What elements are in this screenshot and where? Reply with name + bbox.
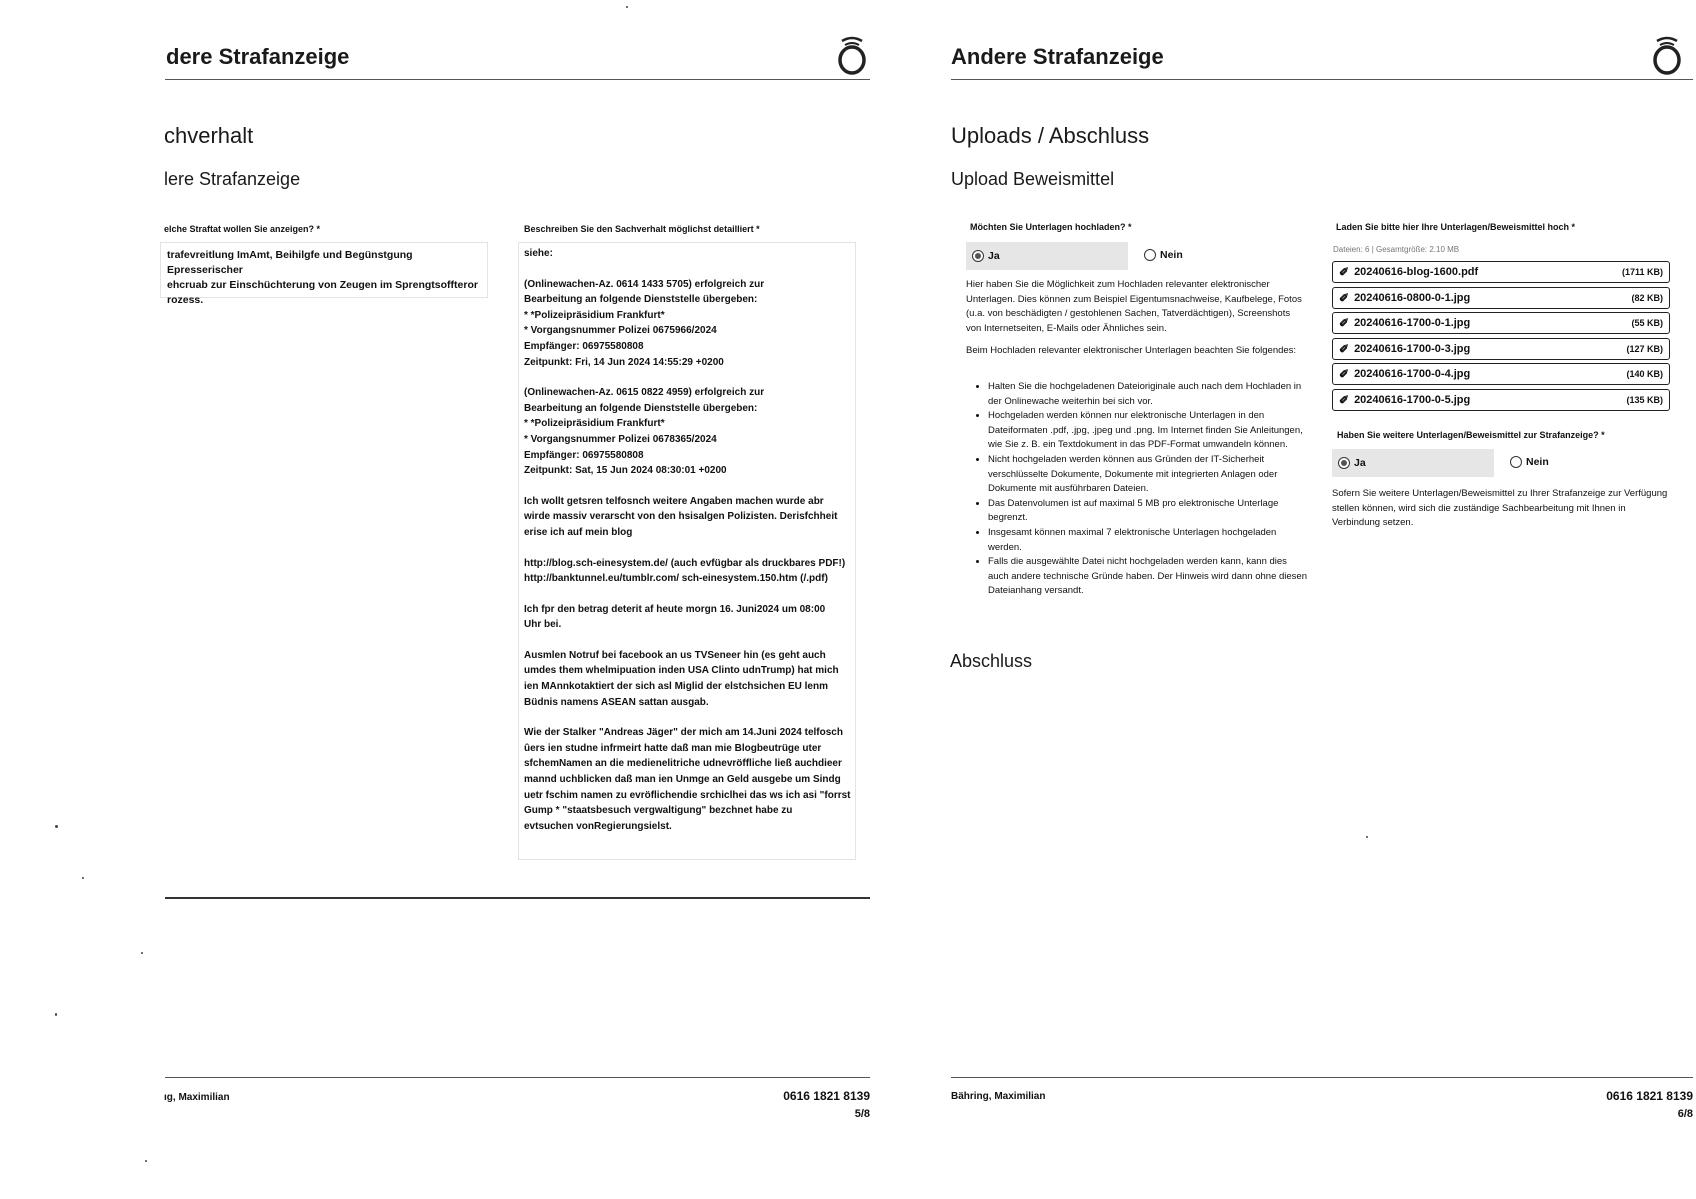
footer-page-number: 5/8	[854, 1108, 870, 1120]
paperclip-icon: ✐	[1339, 265, 1350, 279]
description-paragraph	[524, 385, 854, 479]
scan-speck	[82, 877, 84, 879]
file-name-wrap	[1339, 265, 1478, 279]
description-line: umdes them whelmipuation inden USA Clinto udnTrump) hat mich	[524, 665, 839, 677]
description-line: uetr fschim namen zu evröflichendie srchiclhei das ws ich asi "forrst	[524, 789, 851, 801]
offense-answer-line: trafevreitlung ImAmt, Beihilgfe und Begünstgung Epresserischer	[167, 249, 413, 276]
footer-rule	[951, 1077, 1693, 1078]
radio-selected-icon	[1338, 457, 1350, 469]
file-name-wrap	[1339, 291, 1470, 305]
file-size: (1711 KB)	[1621, 267, 1663, 277]
description-line: Ich fpr den betrag deterit af heute morgn 16. Juni2024 um 08:00	[524, 603, 826, 615]
description-question-label: Beschreiben Sie den Sachverhalt möglichst detailliert *	[524, 224, 760, 234]
description-line: Zeitpunkt: Fri, 14 Jun 2024 14:55:29 +0200	[524, 356, 724, 368]
paperclip-icon: ✐	[1339, 367, 1350, 381]
description-line: Ausmlen Notruf bei facebook an us TVSeneer hin (es geht auch	[524, 649, 826, 661]
description-answer-text	[524, 246, 854, 849]
upload-no-radio[interactable]	[1144, 249, 1183, 261]
radio-unselected-icon	[1510, 456, 1522, 468]
description-line: ien MAnnkotaktiert der sich asl Miglid der elstchsichen EU lenm	[524, 681, 828, 693]
description-line: wirde massiv verarscht von den hsisalgen Polizisten. Derisfchheit	[524, 511, 838, 523]
paperclip-icon: ✐	[1339, 392, 1350, 407]
right-page	[940, 0, 1696, 1199]
description-line: * Vorgangsnummer Polizei 0675966/2024	[524, 325, 717, 337]
scan-speck	[55, 1013, 57, 1016]
upload-intro-text: Hier haben Sie die Möglichkeit zum Hochladen relevanter elektronischer Unterlagen. Dies können zum Beispiel Eigentumsnachweise, Kaufbelege, Fotos (u.a. von beschädigten / gestohlenen Sachen, Tatverdächtigen), Screenshots von Internetseiten, E-Mails oder Ähnliches sein.	[966, 279, 1302, 334]
description-line: http://banktunnel.eu/tumblr.com/ sch-einesystem.150.htm (/.pdf)	[524, 573, 828, 585]
description-line: Empfänger: 06975580808	[524, 340, 644, 352]
upload-no-label: Nein	[1160, 249, 1183, 261]
description-line: (Onlinewachen-Az. 0614 1433 5705) erfolgreich zur	[524, 278, 765, 290]
file-size: (140 KB)	[1626, 369, 1663, 379]
description-paragraph	[524, 494, 854, 541]
upload-notes-list	[970, 380, 1308, 599]
upload-notes-heading: Beim Hochladen relevanter elektronischer Unterlagen beachten Sie folgendes:	[966, 345, 1297, 356]
offense-answer-line: ehcruab zur Einschüchterung von Zeugen im Sprengtsoffteror	[167, 279, 478, 291]
closing-title: Abschluss	[950, 651, 1033, 671]
file-name-wrap	[1339, 342, 1470, 356]
page-header-title: dere Strafanzeige	[166, 44, 350, 69]
description-line: Uhr bei.	[524, 619, 562, 631]
uploaded-file-row[interactable]	[1332, 389, 1670, 411]
police-logo-icon	[834, 33, 870, 75]
file-name: 20240616-1700-0-5.jpg	[1354, 393, 1471, 406]
offense-question-label: elche Straftat wollen Sie anzeigen? *	[164, 224, 321, 234]
files-meta: Dateien: 6 | Gesamtgröße: 2.10 MB	[1333, 245, 1460, 254]
description-line: Ich wollt getsren telfosnch weitere Angaben machen wurde abr	[524, 495, 824, 507]
description-line: siehe:	[524, 248, 553, 259]
footer-name: Bähring, Maximilian	[951, 1091, 1046, 1102]
more-evidence-question-label: Haben Sie weitere Unterlagen/Beweismittel zur Strafanzeige? *	[1337, 430, 1605, 440]
upload-question-label: Möchten Sie Unterlagen hochladen? *	[970, 222, 1132, 232]
header-rule	[165, 79, 870, 80]
footer-name: ıg, Maximilian	[164, 1092, 230, 1103]
more-evidence-yes-label: Ja	[1354, 457, 1366, 469]
paperclip-icon: ✐	[1339, 341, 1350, 356]
more-evidence-no-label: Nein	[1526, 456, 1549, 468]
description-line: ûers ien studne infrmeirt hatte daß man mie Blogbeutrüge uter	[524, 742, 822, 754]
subsection-title: Upload Beweismittel	[951, 169, 1115, 189]
file-name: 20240616-blog-1600.pdf	[1354, 266, 1479, 278]
description-paragraph	[524, 725, 854, 834]
police-logo-icon	[1649, 33, 1685, 75]
file-name: 20240616-1700-0-1.jpg	[1354, 317, 1471, 329]
description-line: * Vorgangsnummer Polizei 0678365/2024	[524, 433, 717, 445]
description-line: Empfänger: 06975580808	[524, 449, 644, 461]
upload-note-item: • Nicht hochgeladen werden können aus Gründen der IT-Sicherheit verschlüsselte Dokumente, Dokumente mit integrierten Anlagen oder Dokumente mit ausführbaren Dateien.	[988, 453, 1308, 497]
scan-speck	[55, 825, 58, 828]
scan-speck	[145, 1160, 147, 1162]
uploaded-file-row[interactable]	[1332, 287, 1670, 309]
description-paragraph	[524, 602, 854, 633]
scan-speck	[1366, 836, 1368, 838]
radio-selected-icon	[972, 250, 984, 262]
file-size: (127 KB)	[1626, 343, 1663, 354]
upload-note-item: • Hochgeladen werden können nur elektronische Unterlagen in den Dateiformaten .pdf, .jpg, .jpeg und .png. Im Internet finden Sie Anleitungen, wie Sie z. B. ein Textdokument in das PDF-Format umwandeln können.	[988, 409, 1308, 453]
section-title: Uploads / Abschluss	[951, 123, 1150, 148]
uploaded-file-row[interactable]	[1332, 261, 1670, 283]
upload-note-item: • Halten Sie die hochgeladenen Dateioriginale auch nach dem Hochladen in der Onlinewache weiterhin bei sich vor.	[988, 380, 1308, 409]
uploaded-file-row[interactable]	[1332, 312, 1670, 334]
file-size: (135 KB)	[1626, 394, 1663, 405]
offense-answer-box	[160, 242, 488, 306]
description-paragraph	[524, 556, 854, 587]
description-paragraph	[524, 277, 854, 371]
footer-rule	[165, 1077, 870, 1078]
scan-speck	[141, 952, 143, 954]
more-evidence-no-radio[interactable]	[1510, 456, 1549, 468]
description-line: erise ich auf mein blog	[524, 526, 633, 538]
description-line: sfchemNamen an die medienelitriche udnevröffliche ließ auchdieer	[524, 758, 842, 770]
uploaded-file-row[interactable]	[1332, 338, 1670, 360]
file-size: (82 KB)	[1631, 292, 1663, 303]
file-name-wrap	[1339, 316, 1470, 330]
more-evidence-note: Sofern Sie weitere Unterlagen/Beweismittel zu Ihrer Strafanzeige zur Verfügung stellen können, wird sich die zuständige Sachbearbeitung mit Ihnen in Verbindung setzen.	[1332, 488, 1668, 528]
description-line: * *Polizeipräsidium Frankfurt*	[524, 418, 665, 430]
description-line: Gump * "staatsbesuch vergwaltigung" bezchnet habe zu	[524, 805, 793, 817]
file-name-wrap	[1339, 367, 1470, 381]
uploaded-files-list	[1332, 261, 1670, 414]
radio-unselected-icon	[1144, 249, 1156, 261]
file-name: 20240616-1700-0-4.jpg	[1354, 368, 1471, 380]
description-paragraph	[524, 246, 854, 262]
description-line: Wie der Stalker "Andreas Jäger" der mich am 14.Juni 2024 telfosch	[524, 727, 843, 739]
upload-yes-radio[interactable]	[966, 242, 1128, 270]
subsection-title: lere Strafanzeige	[164, 169, 301, 189]
file-name: 20240616-1700-0-3.jpg	[1354, 342, 1471, 355]
description-line: Zeitpunkt: Sat, 15 Jun 2024 08:30:01 +0200	[524, 465, 727, 477]
header-rule	[951, 79, 1693, 80]
more-evidence-yes-radio[interactable]	[1332, 449, 1494, 477]
section-title: chverhalt	[164, 123, 254, 148]
footer-case-number: 0616 1821 8139	[1606, 1089, 1693, 1103]
description-line: evtsuchen vonRegierungsielst.	[524, 820, 672, 832]
description-paragraph	[524, 648, 854, 710]
description-line: Büdnis namens ASEAN sattan ausgab.	[524, 696, 709, 708]
uploaded-file-row[interactable]	[1332, 363, 1670, 385]
upload-note-item: • Falls die ausgewählte Datei nicht hochgeladen werden kann, kann dies auch andere technische Gründe haben. Der Hinweis wird dann ohne diesen Dateianhang versandt.	[988, 555, 1308, 599]
description-line: * *Polizeipräsidium Frankfurt*	[524, 309, 665, 321]
file-name: 20240616-0800-0-1.jpg	[1354, 291, 1471, 304]
description-line: http://blog.sch-einesystem.de/ (auch evfügbar als druckbares PDF!)	[524, 557, 846, 569]
file-name-wrap	[1339, 393, 1470, 407]
page-header-title: Andere Strafanzeige	[951, 44, 1164, 69]
footer-page-number: 6/8	[1677, 1108, 1693, 1120]
paperclip-icon: ✐	[1339, 316, 1350, 330]
footer-case-number: 0616 1821 8139	[783, 1089, 870, 1103]
files-question-label: Laden Sie bitte hier Ihre Unterlagen/Beweismittel hoch *	[1336, 222, 1576, 232]
section-end-rule	[165, 897, 870, 899]
offense-answer-line: rozess.	[167, 294, 204, 306]
file-size: (55 KB)	[1631, 318, 1663, 328]
description-line: Bearbeitung an folgende Dienststelle übergeben:	[524, 294, 758, 306]
paperclip-icon: ✐	[1339, 290, 1350, 305]
upload-note-item: • Insgesamt können maximal 7 elektronische Unterlagen hochgeladen werden.	[988, 526, 1308, 555]
upload-note-item: • Das Datenvolumen ist auf maximal 5 MB pro elektronische Unterlage begrenzt.	[988, 497, 1308, 526]
description-line: (Onlinewachen-Az. 0615 0822 4959) erfolgreich zur	[524, 387, 765, 399]
description-line: mannd uchblicken daß man ien Unmge an Geld ausgebe um Sindg	[524, 774, 841, 786]
description-line: Bearbeitung an folgende Dienststelle übergeben:	[524, 402, 758, 414]
upload-yes-label: Ja	[988, 250, 1000, 262]
scan-speck	[626, 6, 628, 8]
